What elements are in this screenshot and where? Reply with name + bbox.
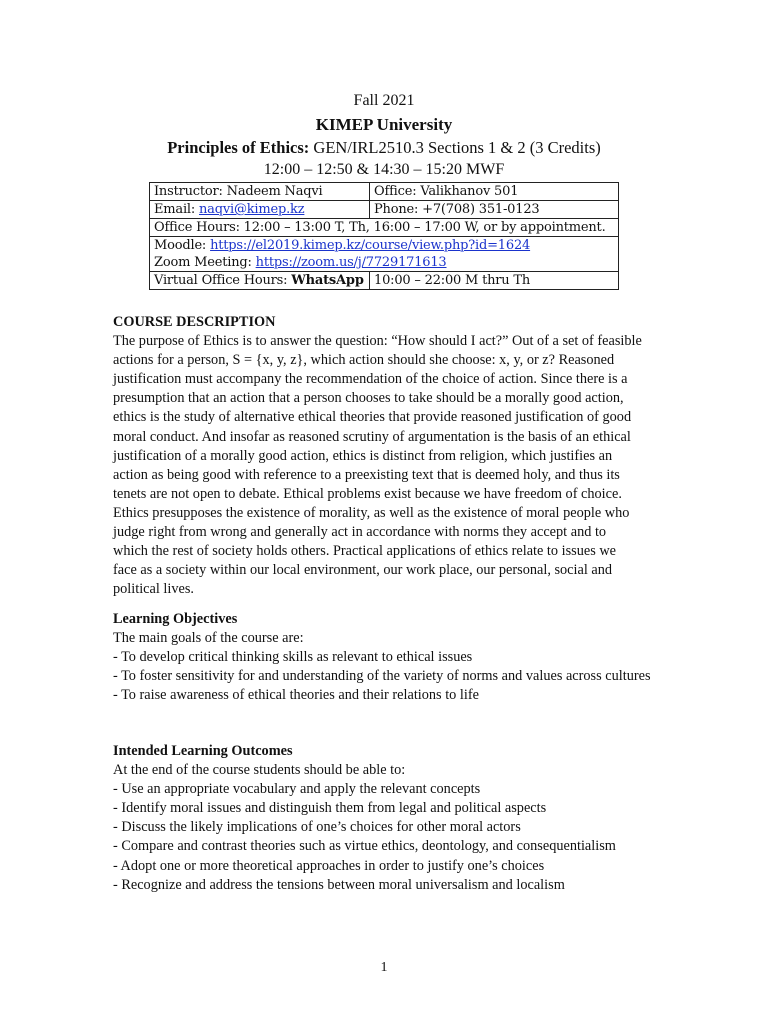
zoom-link[interactable]: https://zoom.us/j/7729171613 [255, 255, 447, 270]
phone-cell: Phone: +7(708) 351-0123 [370, 201, 619, 219]
email-link[interactable]: naqvi@kimep.kz [199, 202, 305, 217]
page-number: 1 [380, 960, 388, 975]
university-title: KIMEP University [315, 115, 453, 134]
outcome-item: - Compare and contrast theories such as virtue ethics, deontology, and consequentialism [113, 838, 616, 855]
paragraph-line: political lives. [113, 581, 194, 598]
outcome-item: - Identify moral issues and distinguish them from legal and political aspects [113, 800, 547, 817]
email-label: Email: [154, 202, 199, 217]
learning-objectives-intro: The main goals of the course are: [113, 630, 304, 647]
objective-item: - To raise awareness of ethical theories and their relations to life [113, 687, 479, 704]
virtual-hours-label: Virtual Office Hours: [154, 273, 292, 288]
virtual-hours-cell [150, 272, 370, 290]
objective-item: - To foster sensitivity for and understanding of the variety of norms and values across cultures [113, 668, 651, 685]
course-description-heading: COURSE DESCRIPTION [113, 314, 276, 330]
learning-objectives-heading: Learning Objectives [113, 611, 238, 627]
learning-outcomes-heading: Intended Learning Outcomes [113, 743, 293, 759]
learning-objectives-section [113, 610, 655, 705]
course-title [0, 138, 768, 158]
paragraph-line: action as being good with reference to a preexisting text that is deemed holy, and thus its [113, 466, 620, 483]
instructor-cell: Instructor: Nadeem Naqvi [150, 183, 370, 201]
course-description-text [113, 332, 655, 599]
paragraph-line: presumption that an action that a person chooses to take should be a morally good action, [113, 390, 624, 407]
class-schedule: 12:00 – 12:50 & 14:30 – 15:20 MWF [263, 161, 505, 178]
outcome-item: - Recognize and address the tensions between moral universalism and localism [113, 876, 565, 893]
moodle-label: Moodle: [154, 238, 211, 253]
outcome-item: - Adopt one or more theoretical approaches in order to justify one’s choices [113, 857, 545, 874]
paragraph-line: justification of a morally good action, ethics is distinct from religion, which justifies an [113, 447, 613, 464]
paragraph-line: Ethics presupposes the existence of morality, as well as the existence of moral people who [113, 504, 630, 521]
paragraph-line: judge right from wrong and generally act in accordance with norms they accept and to [113, 524, 607, 541]
paragraph-line: actions for a person, S = {x, y, z}, which action should she choose: x, y, or z? Reasoned [113, 352, 615, 369]
office-cell: Office: Valikhanov 501 [370, 183, 619, 201]
course-name: Principles of Ethics: [167, 138, 310, 157]
learning-outcomes-section [113, 742, 655, 895]
course-code: GEN/IRL2510.3 Sections 1 & 2 (3 Credits) [309, 138, 601, 157]
paragraph-line: which the rest of society holds others. Practical applications of ethics relate to issues we [113, 543, 617, 560]
office-hours-cell: Office Hours: 12:00 – 13:00 T, Th, 16:00 – 17:00 W, or by appointment. [150, 219, 619, 237]
learning-outcomes-intro: At the end of the course students should be able to: [113, 762, 406, 779]
paragraph-line: tenets are not open to debate. Ethical problems exist because we have freedom of choice. [113, 485, 622, 502]
instructor-info-table [149, 182, 619, 290]
links-cell [150, 237, 619, 272]
course-description-section [113, 313, 655, 599]
paragraph-line: justification must accompany the recommendation of the choice of action. Since there is a [113, 371, 628, 388]
outcome-item: - Discuss the likely implications of one’s choices for other moral actors [113, 819, 521, 836]
email-cell [150, 201, 370, 219]
term-title: Fall 2021 [353, 92, 415, 109]
paragraph-line: face as a society within our local environment, our work place, our personal, social and [113, 562, 613, 579]
virtual-hours-app: WhatsApp [291, 273, 364, 288]
virtual-hours-time: 10:00 – 22:00 M thru Th [370, 272, 619, 290]
outcome-item: - Use an appropriate vocabulary and apply the relevant concepts [113, 781, 481, 798]
objective-item: - To develop critical thinking skills as relevant to ethical issues [113, 649, 473, 666]
paragraph-line: The purpose of Ethics is to answer the question: “How should I act?” Out of a set of feasible [113, 333, 642, 350]
paragraph-line: ethics is the study of alternative ethical theories that provide reasoned justification of good [113, 409, 632, 426]
zoom-label: Zoom Meeting: [154, 255, 256, 270]
moodle-link[interactable]: https://el2019.kimep.kz/course/view.php?id=1624 [210, 238, 531, 253]
paragraph-line: moral conduct. And insofar as reasoned scrutiny of argumentation is the basis of an ethical [113, 428, 631, 445]
